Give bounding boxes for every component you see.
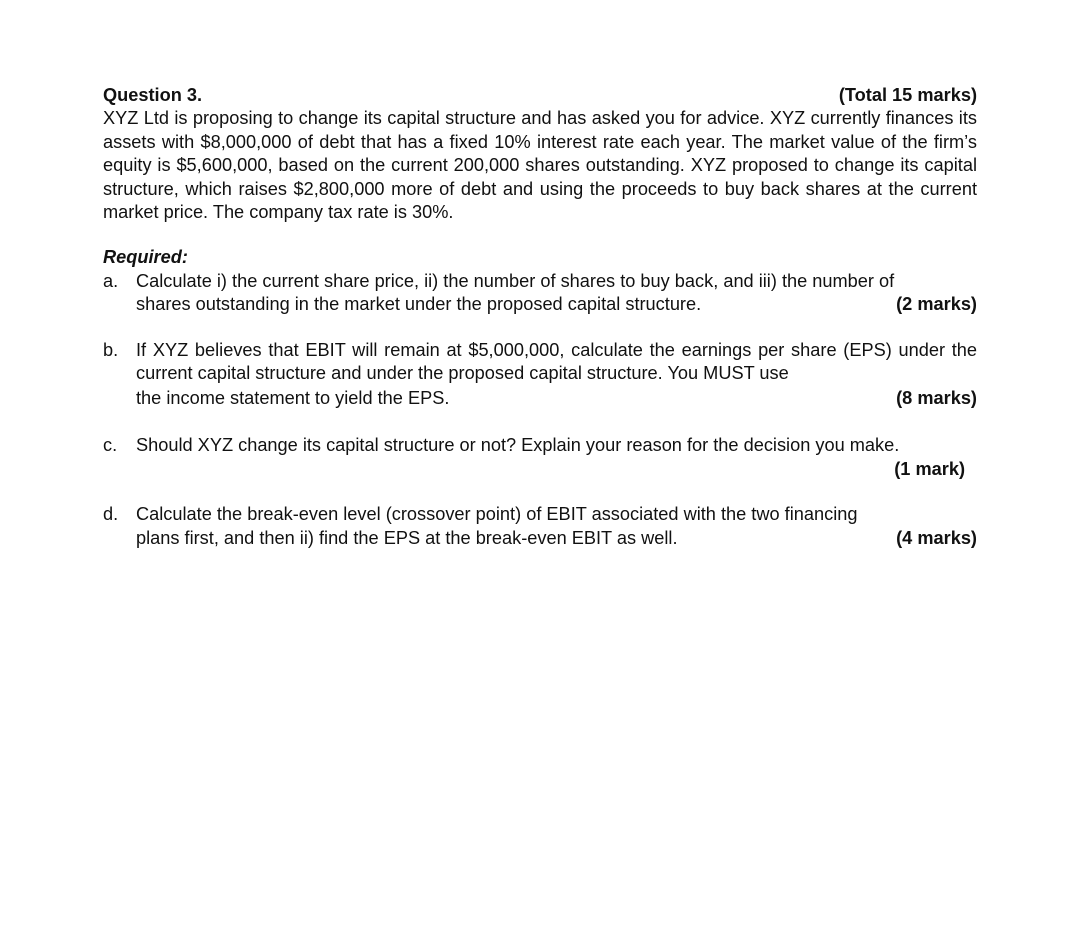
- question-intro: XYZ Ltd is proposing to change its capital structure and has asked you for advice. XYZ currently finances its assets with $8,000,000 of debt that has a fixed 10% interest rate each year. The market value of the firm’s equity is $5,600,000, based on the current 200,000 shares outstanding. XYZ proposed to change its capital structure, which raises $2,800,000 more of debt and using the proceeds to buy back shares at the current market price. The company tax rate is 30%.: [103, 108, 977, 223]
- sub-question-last-line: [136, 293, 977, 316]
- sub-question-last-line: [136, 527, 977, 550]
- sub-question-text: Calculate the break-even level (crossover point) of EBIT associated with the two financing: [136, 504, 858, 525]
- sub-question-text-end: shares outstanding in the market under the proposed capital structure.: [136, 294, 702, 315]
- marks-label: (1 mark): [894, 458, 965, 479]
- marks-label: (8 marks): [896, 388, 977, 409]
- sub-question-c: [103, 434, 977, 481]
- marks-label: (4 marks): [896, 527, 977, 548]
- sub-question-text: Should XYZ change its capital structure or not? Explain your reason for the decision you make.: [136, 435, 900, 456]
- question-title: Question 3.: [103, 85, 203, 105]
- sub-question-text: If XYZ believes that EBIT will remain at $5,000,000, calculate the earnings per share (EPS) under the current capital structure and under the proposed capital structure. You MUST use: [136, 339, 977, 384]
- sub-question-letter: a.: [103, 270, 119, 291]
- sub-question-last-line: [136, 385, 977, 412]
- sub-question-letter: b.: [103, 339, 119, 360]
- question-header: [103, 84, 977, 107]
- sub-question-d: [103, 503, 977, 550]
- sub-question-a: [103, 270, 977, 317]
- marks-label: (2 marks): [896, 294, 977, 315]
- sub-question-text-end: the income statement to yield the EPS.: [136, 388, 450, 409]
- required-heading: Required:: [103, 247, 188, 268]
- sub-question-text-end: plans first, and then ii) find the EPS at the break-even EBIT as well.: [136, 527, 678, 548]
- sub-question-text: Calculate i) the current share price, ii) the number of shares to buy back, and iii) the number of: [136, 270, 895, 291]
- total-marks: (Total 15 marks): [838, 85, 977, 105]
- question-document: [103, 84, 977, 550]
- sub-question-letter: d.: [103, 504, 119, 525]
- sub-question-letter: c.: [103, 435, 118, 456]
- sub-question-b: [103, 339, 977, 413]
